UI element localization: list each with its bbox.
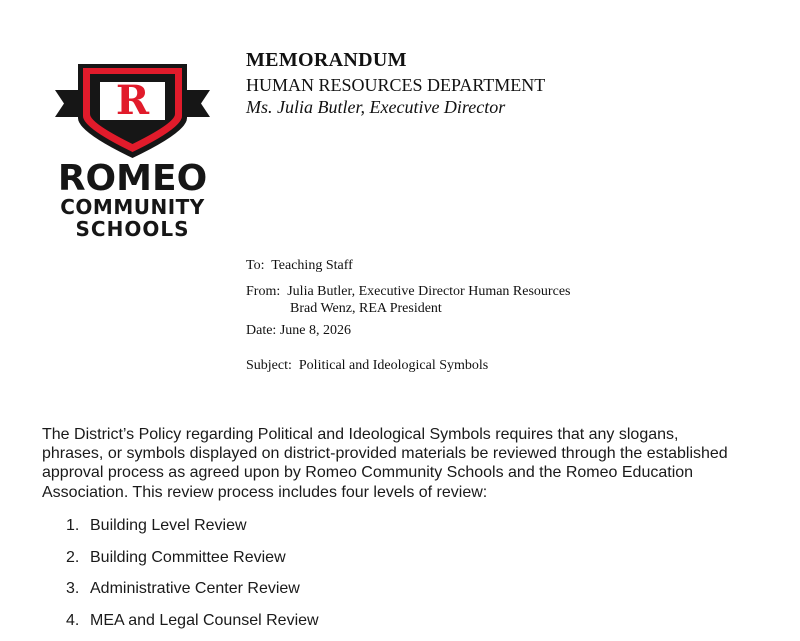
from-value-1: Julia Butler, Executive Director Human Resources (287, 284, 571, 299)
from-label: From: (246, 284, 281, 299)
list-number: 4. (66, 612, 80, 629)
school-logo (50, 60, 215, 240)
list-label: Administrative Center Review (90, 580, 300, 597)
list-label: MEA and Legal Counsel Review (90, 612, 319, 629)
list-number: 3. (66, 580, 80, 597)
date-label: Date: (246, 323, 277, 338)
to-value: Teaching Staff (271, 258, 353, 273)
subject-line (246, 358, 488, 374)
director-name: Ms. Julia Butler, Executive Director (246, 97, 506, 117)
badge-letter: R (115, 77, 150, 124)
date-line (246, 323, 351, 339)
list-item (66, 517, 247, 535)
list-label: Building Level Review (90, 517, 247, 534)
list-label: Building Committee Review (90, 549, 286, 566)
date-value: June 8, 2026 (279, 323, 351, 338)
from-line (246, 284, 570, 300)
subject-value: Political and Ideological Symbols (298, 358, 489, 373)
memo-title: MEMORANDUM (246, 49, 407, 71)
list-item (66, 549, 286, 567)
subject-label: Subject: (246, 358, 292, 373)
department-name: HUMAN RESOURCES DEPARTMENT (246, 75, 546, 95)
body-paragraph: The District’s Policy regarding Political and Ideological Symbols requires that any slogans, phrases, or symbols displayed on district-provided materials be reviewed through the established approval process as agreed upon by Romeo Community Schools and the Romeo Education Association. This review process includes four levels of review: (42, 426, 728, 501)
list-number: 2. (66, 549, 80, 566)
to-line (246, 258, 353, 274)
list-number: 1. (66, 517, 80, 534)
list-item (66, 580, 300, 598)
from-value-2: Brad Wenz, REA President (290, 301, 442, 316)
logo-text-romeo: ROMEO (57, 158, 208, 199)
to-label: To: (246, 258, 265, 273)
logo-text-community: COMMUNITY (60, 195, 205, 219)
logo-text-schools: SCHOOLS (75, 217, 190, 241)
list-item (66, 612, 319, 630)
